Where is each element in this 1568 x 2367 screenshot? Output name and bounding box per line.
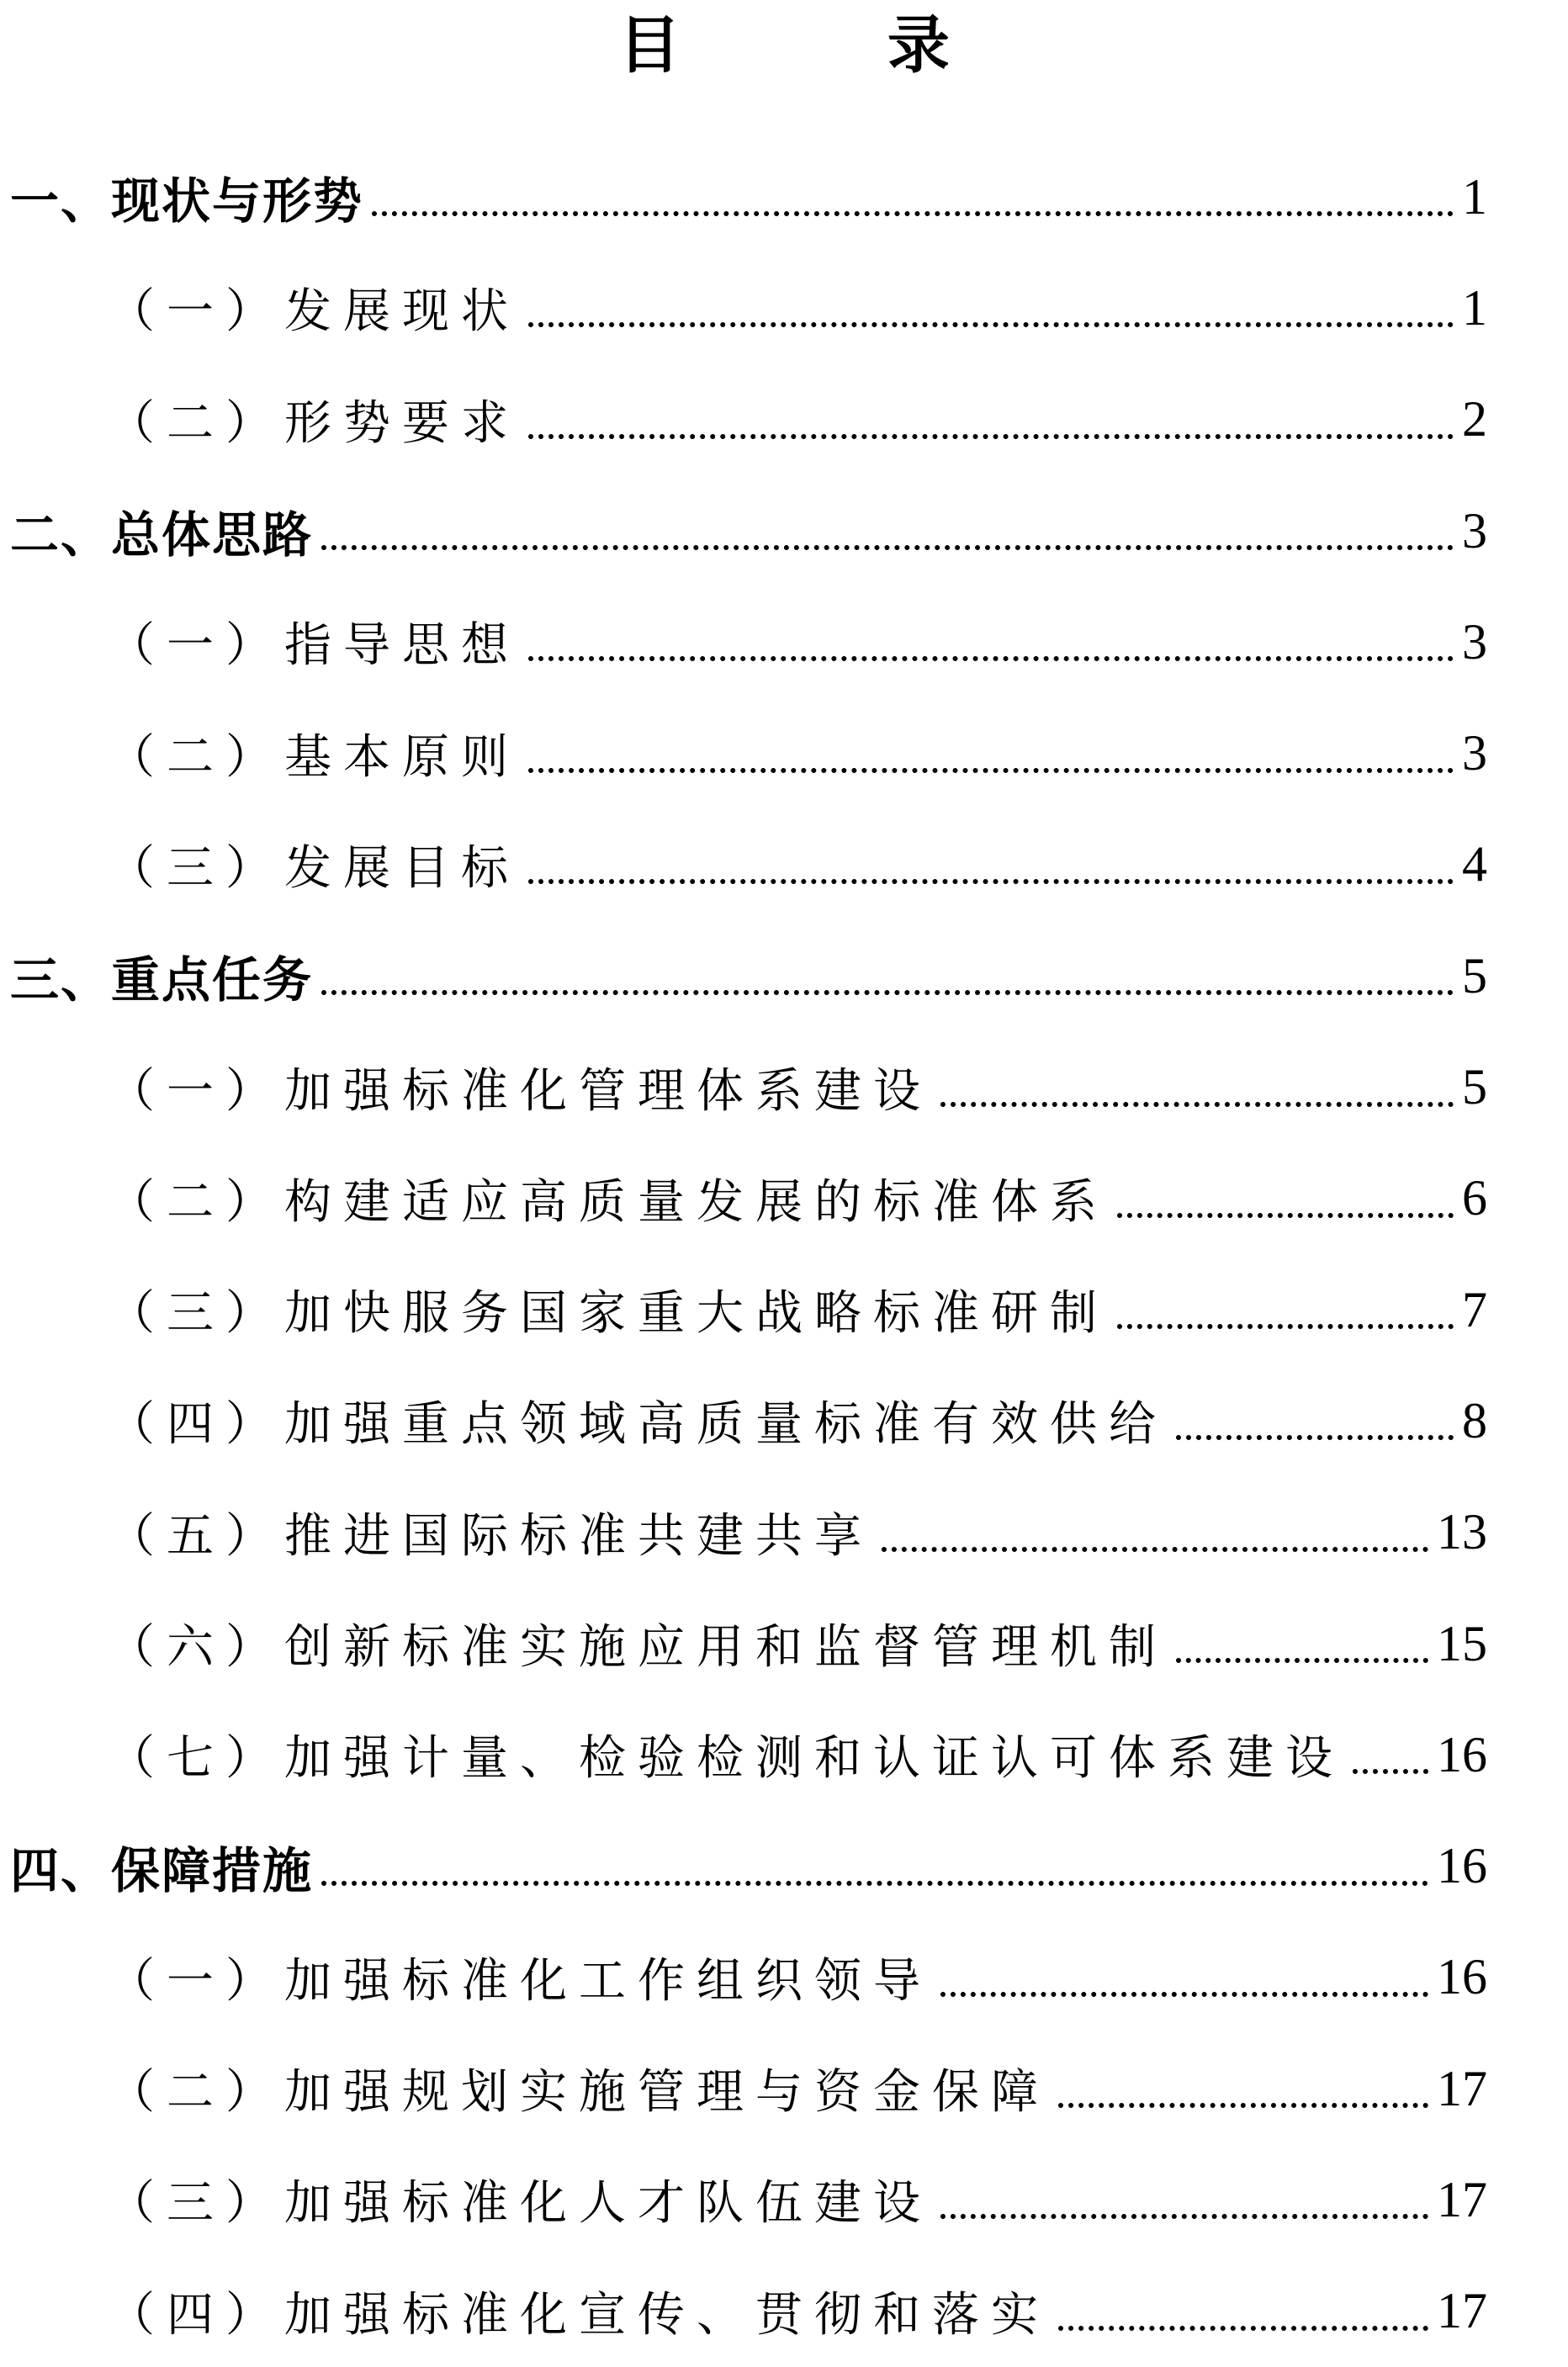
toc-entry[interactable] bbox=[0, 697, 1568, 808]
toc-entry[interactable] bbox=[0, 1365, 1568, 1476]
dot-leader bbox=[321, 990, 1454, 995]
dot-leader bbox=[321, 545, 1454, 550]
toc-entry-label: （三）加快服务国家重大战略标准研制 bbox=[108, 1286, 1109, 1342]
toc-entry[interactable] bbox=[0, 1143, 1568, 1254]
toc-entry-label: （四）加强标准化宣传、贯彻和落实 bbox=[108, 2287, 1050, 2343]
toc-entry[interactable] bbox=[0, 809, 1568, 920]
toc-entry[interactable] bbox=[0, 1810, 1568, 1921]
toc-entry-page: 13 bbox=[1437, 1504, 1487, 1560]
dot-leader bbox=[321, 1881, 1428, 1886]
dot-leader bbox=[940, 1102, 1454, 1107]
toc-entry-page: 16 bbox=[1437, 1838, 1487, 1894]
toc-entry[interactable] bbox=[0, 1477, 1568, 1588]
toc-entry-label: （二）基本原则 bbox=[108, 729, 520, 785]
dot-leader bbox=[1117, 1213, 1454, 1218]
dot-leader bbox=[528, 434, 1454, 439]
dot-leader bbox=[1176, 1435, 1454, 1440]
toc-entry-label: （二）构建适应高质量发展的标准体系 bbox=[108, 1174, 1109, 1230]
toc-entry-page: 5 bbox=[1462, 947, 1487, 1003]
dot-leader bbox=[940, 1992, 1428, 1997]
toc-entry[interactable] bbox=[0, 1588, 1568, 1699]
toc-entry-label: 四、保障措施 bbox=[10, 1841, 314, 1899]
toc-entry[interactable] bbox=[0, 920, 1568, 1031]
toc-entry-page: 2 bbox=[1462, 391, 1487, 447]
toc-entry-page: 15 bbox=[1437, 1615, 1487, 1671]
dot-leader bbox=[1353, 1769, 1428, 1774]
toc-entry-label: （六）创新标准实施应用和监督管理机制 bbox=[108, 1620, 1168, 1675]
toc-entry-label: （一）加强标准化工作组织领导 bbox=[108, 1953, 932, 2009]
toc-entry-label: （一）发展现状 bbox=[108, 284, 520, 340]
toc-entry[interactable] bbox=[0, 2144, 1568, 2255]
toc-entry-label: （二）形势要求 bbox=[108, 395, 520, 451]
toc-entry[interactable] bbox=[0, 252, 1568, 363]
toc-entry[interactable] bbox=[0, 364, 1568, 475]
toc-entry-page: 8 bbox=[1462, 1392, 1487, 1448]
toc-entry-page: 3 bbox=[1462, 725, 1487, 781]
toc-entry-page: 17 bbox=[1437, 2283, 1487, 2339]
toc-entry-label: （三）发展目标 bbox=[108, 840, 520, 896]
toc-entry-page: 16 bbox=[1437, 1726, 1487, 1782]
toc-entry[interactable] bbox=[0, 2033, 1568, 2144]
dot-leader bbox=[1058, 2326, 1428, 2331]
toc-entry[interactable] bbox=[0, 1922, 1568, 2033]
dot-leader bbox=[1176, 1658, 1428, 1663]
table-of-contents bbox=[0, 141, 1568, 2367]
toc-entry-page: 5 bbox=[1462, 1059, 1487, 1115]
toc-entry-label: （七）加强计量、检验检测和认证认可体系建设 bbox=[108, 1731, 1344, 1787]
toc-entry-label: （四）加强重点领域高质量标准有效供给 bbox=[108, 1397, 1168, 1453]
dot-leader bbox=[528, 768, 1454, 773]
dot-leader bbox=[940, 2214, 1428, 2219]
dot-leader bbox=[882, 1547, 1428, 1552]
toc-entry-label: （三）加强标准化人才队伍建设 bbox=[108, 2176, 932, 2232]
toc-entry[interactable] bbox=[0, 475, 1568, 586]
toc-entry-label: 三、重点任务 bbox=[10, 951, 314, 1009]
toc-entry-page: 17 bbox=[1437, 2060, 1487, 2116]
toc-entry-page: 17 bbox=[1437, 2171, 1487, 2227]
toc-entry-label: （二）加强规划实施管理与资金保障 bbox=[108, 2065, 1050, 2121]
toc-entry-label: （五）推进国际标准共建共享 bbox=[108, 1508, 873, 1564]
toc-entry[interactable] bbox=[0, 586, 1568, 697]
toc-entry-page: 7 bbox=[1462, 1281, 1487, 1337]
toc-entry-label: （一）指导思想 bbox=[108, 618, 520, 674]
toc-entry-page: 6 bbox=[1462, 1170, 1487, 1226]
toc-entry[interactable] bbox=[0, 1254, 1568, 1365]
toc-entry-label: （一）加强标准化管理体系建设 bbox=[108, 1063, 932, 1119]
toc-entry-page: 16 bbox=[1437, 1949, 1487, 2005]
dot-leader bbox=[528, 656, 1454, 661]
toc-entry-label: 二、总体思路 bbox=[10, 506, 314, 564]
dot-leader bbox=[1117, 1324, 1454, 1329]
toc-entry[interactable] bbox=[0, 1699, 1568, 1810]
dot-leader bbox=[1058, 2103, 1428, 2108]
toc-entry-page: 3 bbox=[1462, 502, 1487, 559]
page-title: 目 录 bbox=[618, 9, 1042, 82]
toc-entry-page: 1 bbox=[1462, 168, 1487, 225]
toc-entry-page: 4 bbox=[1462, 836, 1487, 892]
dot-leader bbox=[528, 879, 1454, 884]
toc-entry-page: 3 bbox=[1462, 613, 1487, 670]
toc-entry[interactable] bbox=[0, 141, 1568, 252]
toc-entry-label: 一、现状与形势 bbox=[10, 172, 364, 230]
toc-entry-page: 1 bbox=[1462, 279, 1487, 336]
dot-leader bbox=[528, 322, 1454, 327]
toc-entry[interactable] bbox=[0, 1031, 1568, 1142]
dot-leader bbox=[372, 211, 1454, 216]
